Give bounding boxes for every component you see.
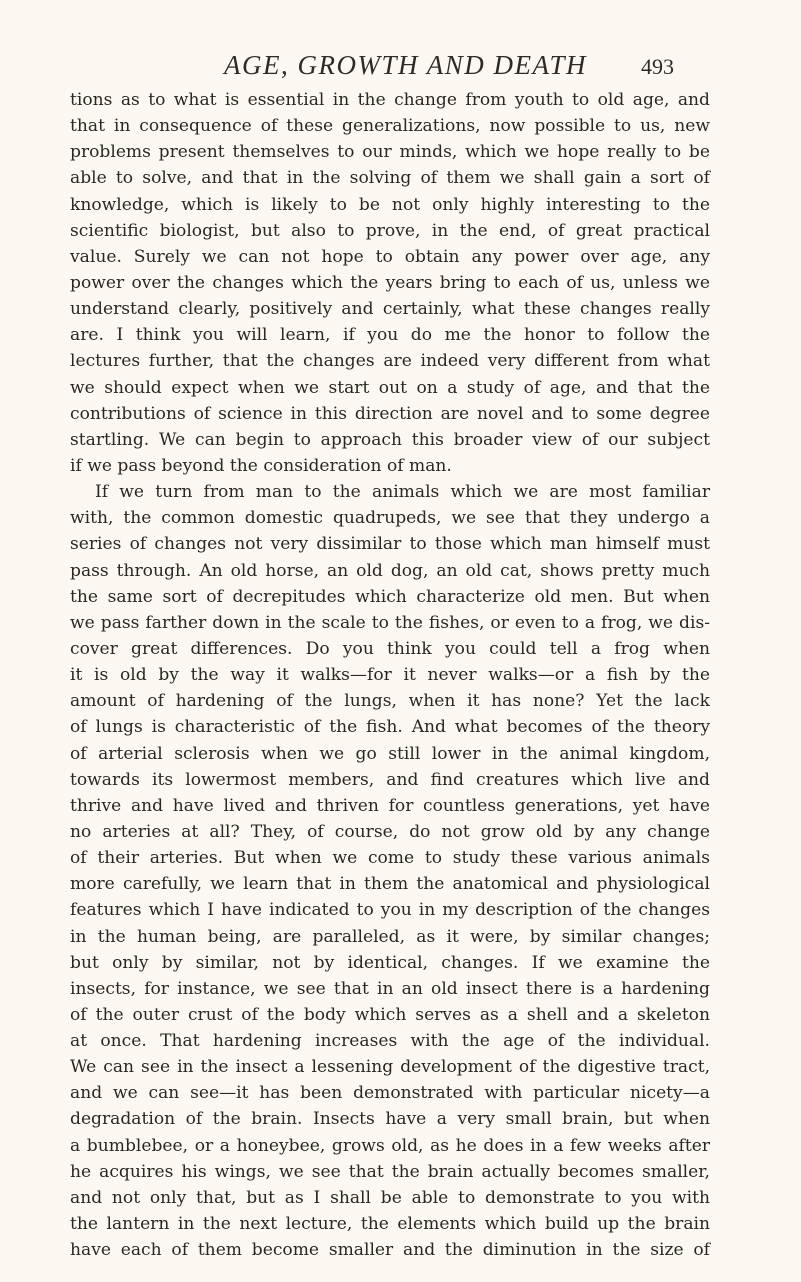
text-line: degradation of the brain. Insects have a very small brain, but when	[70, 1109, 710, 1130]
text-line: the lantern in the next lecture, the elements which build up the brain	[70, 1214, 710, 1235]
text-line: knowledge, which is likely to be not only highly interesting to the	[70, 194, 710, 215]
text-line: with, the common domestic quadrupeds, we see that they undergo a	[70, 508, 710, 529]
text-line: contributions of science in this direction are novel and to some degree	[70, 403, 710, 424]
text-line: no arteries at all? They, of course, do not grow old by any change	[70, 821, 710, 842]
text-line: pass through. An old horse, an old dog, an old cat, shows pretty much	[70, 560, 710, 581]
text-line: of lungs is characteristic of the fish. And what becomes of the theory	[70, 717, 710, 738]
text-line: and not only that, but as I shall be able to demonstrate to you with	[70, 1187, 710, 1208]
text-line: of their arteries. But when we come to study these various animals	[70, 848, 710, 869]
page-number: 493	[641, 54, 674, 79]
text-line: he acquires his wings, we see that the brain actually becomes smaller,	[70, 1161, 710, 1182]
text-line: tions as to what is essential in the change from youth to old age, and	[70, 90, 710, 110]
text-line: understand clearly, positively and certainly, what these changes really	[70, 299, 710, 320]
text-line: problems present themselves to our minds, which we hope really to be	[70, 142, 710, 163]
text-line: thrive and have lived and thriven for countless generations, yet have	[70, 795, 710, 816]
text-line: scientific biologist, but also to prove, in the end, of great practical	[70, 220, 710, 241]
text-line: the same sort of decrepitudes which characterize old men. But when	[70, 586, 710, 607]
text-line: cover great differences. Do you think you could tell a frog when	[70, 638, 710, 659]
text-line: features which I have indicated to you in my description of the changes	[70, 900, 710, 921]
text-line: towards its lowermost members, and find creatures which live and	[70, 769, 710, 790]
text-line: have each of them become smaller and the diminution in the size of	[70, 1240, 710, 1261]
text-line: power over the changes which the years bring to each of us, unless we	[70, 272, 710, 293]
running-title: AGE, GROWTH AND DEATH	[224, 50, 587, 80]
text-line: lectures further, that the changes are indeed very different from what	[70, 351, 710, 372]
text-line: a bumblebee, or a honeybee, grows old, as he does in a few weeks after	[70, 1135, 710, 1156]
text-line: able to solve, and that in the solving of them we shall gain a sort of	[70, 168, 710, 189]
text-line: of arterial sclerosis when we go still lower in the animal kingdom,	[70, 743, 710, 764]
body-text	[70, 87, 710, 1263]
text-line: value. Surely we can not hope to obtain any power over age, any	[70, 246, 710, 267]
text-line: but only by similar, not by identical, changes. If we examine the	[70, 952, 710, 973]
text-line: of the outer crust of the body which serves as a shell and a skeleton	[70, 1004, 710, 1025]
text-line: at once. That hardening increases with the age of the individual.	[70, 1031, 710, 1052]
text-line: that in consequence of these generalizations, now possible to us, new	[70, 116, 710, 137]
text-line: are. I think you will learn, if you do me the honor to follow the	[70, 325, 710, 346]
text-line: amount of hardening of the lungs, when it has none? Yet the lack	[70, 691, 710, 712]
text-line: more carefully, we learn that in them the anatomical and physiological	[70, 874, 710, 895]
text-line-paragraph-end: if we pass beyond the consideration of man.	[70, 455, 452, 476]
text-line: in the human being, are paralleled, as it were, by similar changes;	[70, 926, 710, 947]
text-line: insects, for instance, we see that in an old insect there is a hardening	[70, 978, 710, 999]
text-line: series of changes not very dissimilar to those which man himself must	[70, 534, 710, 555]
text-line-paragraph-start: If we turn from man to the animals which we are most familiar	[95, 482, 710, 503]
text-line: it is old by the way it walks—for it never walks—or a fish by the	[70, 665, 710, 686]
text-line: startling. We can begin to approach this broader view of our subject	[70, 429, 710, 450]
text-line: We can see in the insect a lessening development of the digestive tract,	[70, 1057, 710, 1078]
running-head	[0, 46, 801, 82]
text-line: we pass farther down in the scale to the fishes, or even to a frog, we dis-	[70, 612, 710, 633]
text-line: we should expect when we start out on a study of age, and that the	[70, 377, 710, 398]
text-line: and we can see—it has been demonstrated with particular nicety—a	[70, 1083, 710, 1104]
